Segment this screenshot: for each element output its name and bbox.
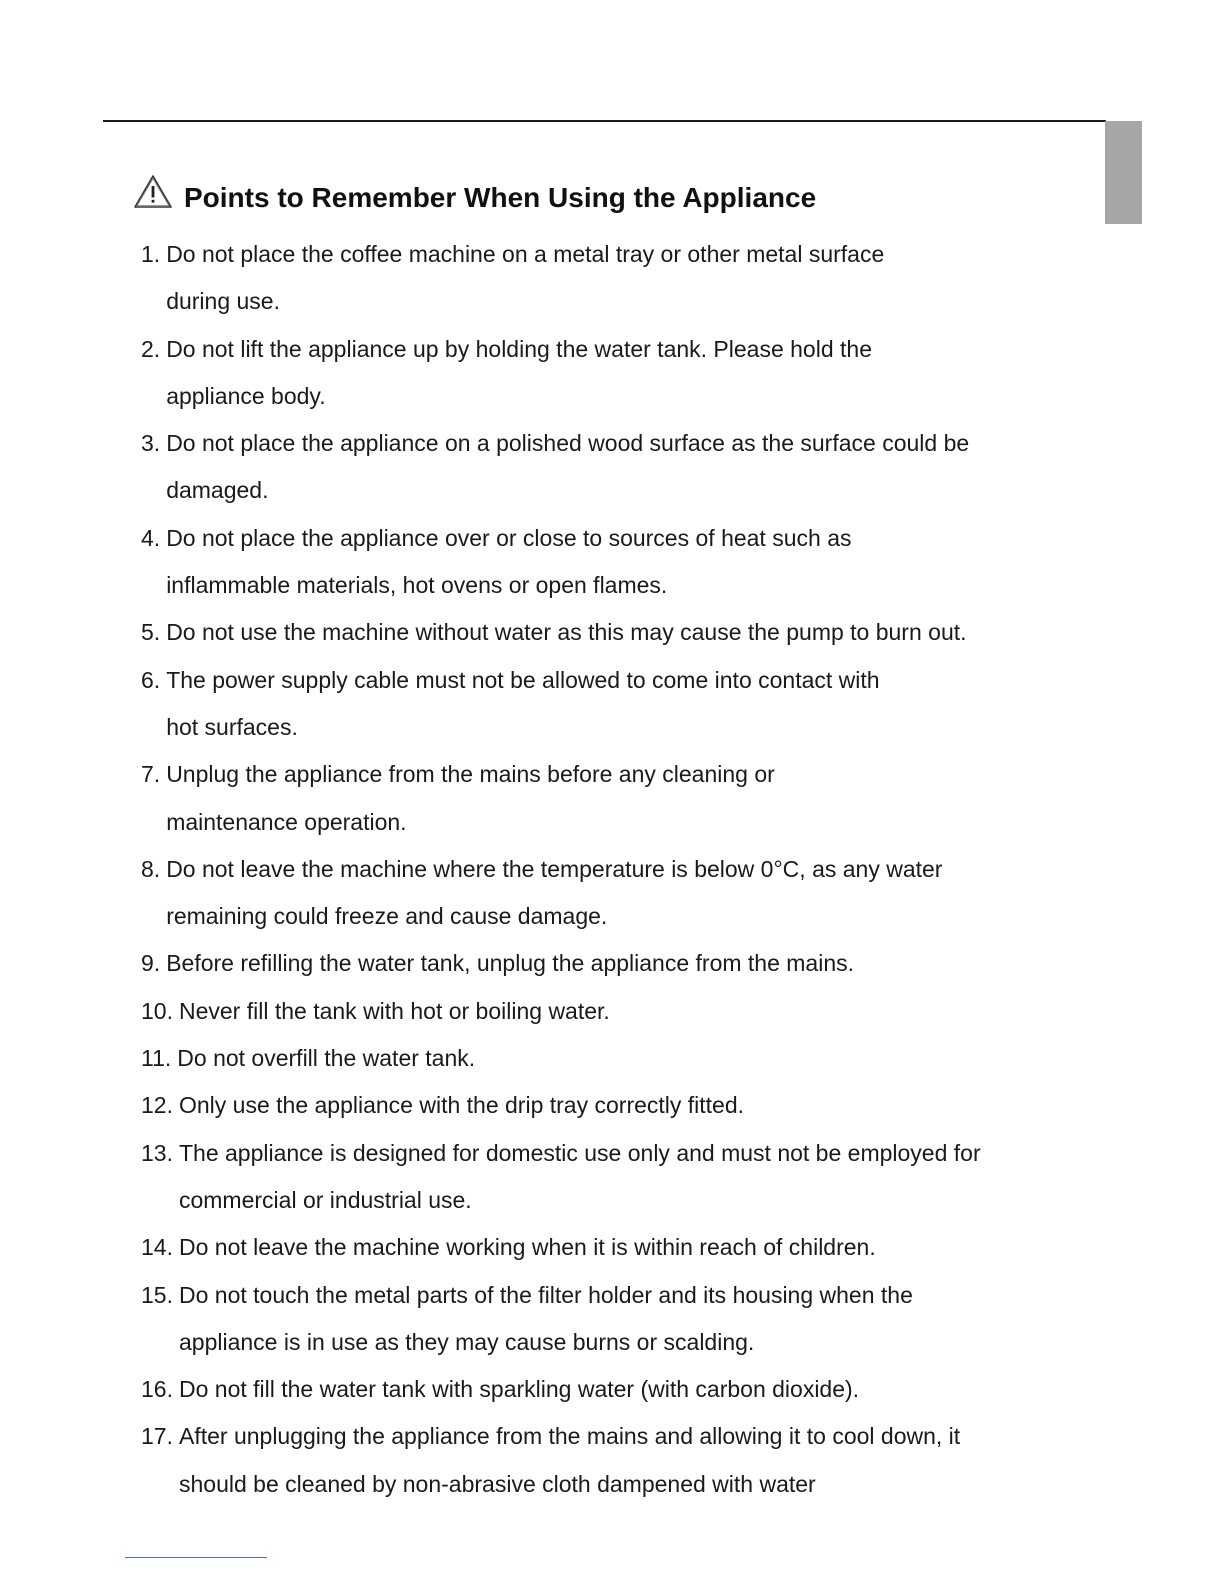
list-item (141, 988, 981, 1035)
item-text: Unplug the appliance from the mains before any cleaning or maintenance operation. (166, 761, 775, 835)
item-text: Before refilling the water tank, unplug the appliance from the mains. (166, 950, 855, 977)
section-tab-marker (1105, 121, 1142, 224)
item-text: After unplugging the appliance from the mains and allowing it to cool down, it should be cleaned by non-abrasive cloth dampened with water (178, 1423, 961, 1497)
list-item (141, 420, 981, 515)
item-text: The power supply cable must not be allowed to come into contact with hot surfaces. (166, 666, 880, 740)
item-text: Do not fill the water tank with sparkling water (with carbon dioxide). (178, 1376, 860, 1403)
list-item (141, 1130, 981, 1225)
item-text: Do not leave the machine working when it is within reach of children. (178, 1234, 876, 1261)
item-text: Do not place the coffee machine on a metal tray or other metal surface during use. (166, 241, 885, 315)
warning-triangle-icon (133, 174, 173, 210)
list-item (141, 657, 981, 752)
item-text: Do not overfill the water tank. (177, 1045, 476, 1072)
list-item (141, 609, 981, 656)
item-text: Do not leave the machine where the temperature is below 0°C, as any water remaining could freeze and cause damage. (166, 855, 943, 930)
item-text: Do not use the machine without water as this may cause the pump to burn out. (166, 619, 967, 646)
item-text: The appliance is designed for domestic use only and must not be employed for commercial or industrial use. (178, 1139, 981, 1213)
list-item (141, 1272, 981, 1367)
item-number: 4. (141, 524, 161, 551)
item-number: 11. (141, 1045, 172, 1072)
footer-underline (125, 1557, 267, 1558)
item-number: 2. (141, 335, 161, 362)
list-item (141, 1035, 981, 1082)
item-number: 15. (141, 1281, 173, 1308)
item-number: 5. (141, 619, 161, 646)
heading-title: Points to Remember When Using the Appliance (184, 182, 817, 213)
list-item (141, 940, 981, 987)
item-number: 8. (141, 855, 161, 882)
item-text: Never fill the tank with hot or boiling water. (178, 997, 610, 1024)
list-item (141, 231, 981, 326)
item-text: Only use the appliance with the drip tray correctly fitted. (178, 1092, 745, 1119)
item-number: 16. (141, 1376, 173, 1403)
item-number: 7. (141, 761, 161, 788)
safety-points-list (141, 231, 981, 1508)
list-item (141, 326, 981, 421)
header-rule (103, 120, 1106, 122)
item-text: Do not place the appliance on a polished wood surface as the surface could be damaged. (166, 430, 970, 504)
item-number: 14. (141, 1234, 173, 1261)
item-number: 12. (141, 1092, 173, 1119)
list-item (141, 846, 981, 941)
list-item (141, 1224, 981, 1271)
item-number: 10. (141, 997, 173, 1024)
item-text: Do not place the appliance over or close to sources of heat such as inflammable materials, hot ovens or open flames. (166, 524, 852, 599)
section-heading (133, 174, 816, 216)
item-number: 3. (141, 430, 161, 457)
list-item (141, 751, 981, 846)
item-text: Do not lift the appliance up by holding the water tank. Please hold the appliance body. (166, 335, 872, 409)
item-number: 17. (141, 1423, 173, 1450)
item-number: 1. (141, 241, 161, 267)
item-number: 13. (141, 1139, 173, 1166)
list-item (141, 1413, 981, 1508)
item-text: Do not touch the metal parts of the filter holder and its housing when the appliance is in use as they may cause burns or scalding. (178, 1281, 913, 1355)
list-item (141, 1366, 981, 1413)
list-item (141, 515, 981, 610)
list-item (141, 1082, 981, 1129)
item-number: 6. (141, 666, 161, 693)
item-number: 9. (141, 950, 161, 977)
